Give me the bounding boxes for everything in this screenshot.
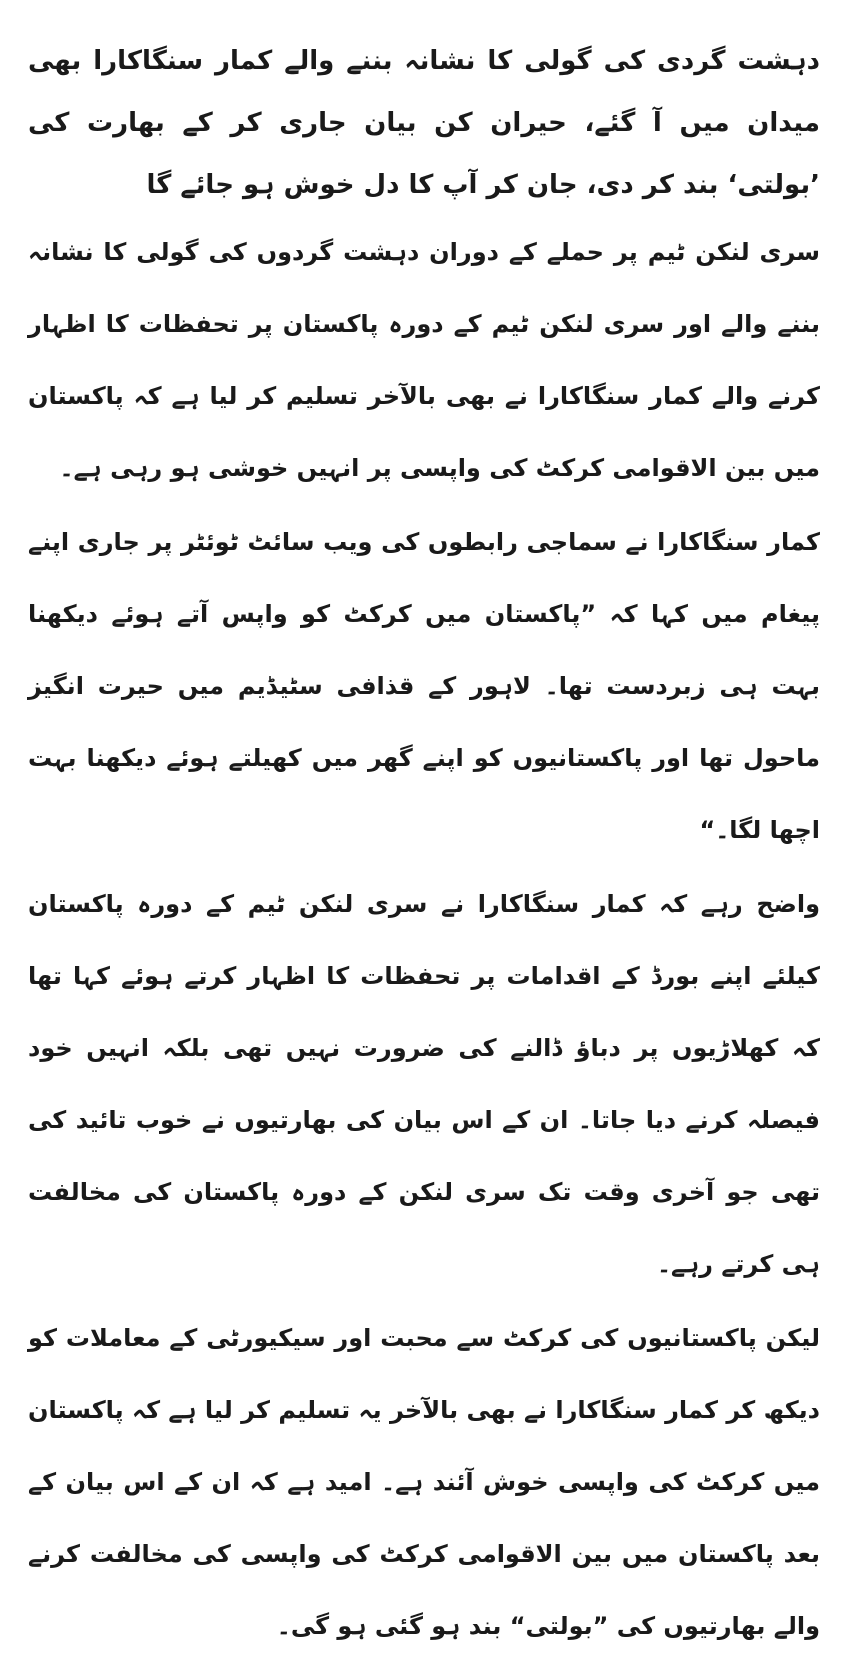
article-paragraph-1: سری لنکن ٹیم پر حملے کے دوران دہشت گردوں کی گولی کا نشانہ بننے والے اور سری لنکن ٹیم کے دورہ پاکستان پر تحفظات کا اظہار کرنے والے کمار سنگاکارا نے بھی بالآخر تسلیم کر لیا ہے کہ پاکستان میں بین الاقوامی کرکٹ کی واپسی پر انہیں خوشی ہو رہی ہے۔ xyxy=(28,238,820,482)
article-paragraph-2: کمار سنگاکارا نے سماجی رابطوں کی ویب سائٹ ٹوئٹر پر جاری اپنے پیغام میں کہا کہ ”پاکستان میں کرکٹ کو واپس آتے ہوئے دیکھنا بہت ہی زبردست تھا۔ لاہور کے قذافی سٹیڈیم میں حیرت انگیز ماحول تھا اور پاکستانیوں کو اپنے گھر میں کھیلتے ہوئے دیکھنا بہت اچھا لگا۔“ xyxy=(28,528,820,844)
article-paragraph-3: واضح رہے کہ کمار سنگاکارا نے سری لنکن ٹیم کے دورہ پاکستان کیلئے اپنے بورڈ کے اقدامات پر تحفظات کا اظہار کرتے ہوئے کہا تھا کہ کھلاڑیوں پر دباؤ ڈالنے کی ضرورت نہیں تھی بلکہ انہیں خود فیصلہ کرنے دیا جاتا۔ ان کے اس بیان کی بھارتیوں نے خوب تائید کی تھی جو آخری وقت تک سری لنکن کے دورہ پاکستان کی مخالفت ہی کرتے رہے۔ xyxy=(28,890,820,1278)
article-headline: دہشت گردی کی گولی کا نشانہ بننے والے کمار سنگاکارا بھی میدان میں آ گئے، حیران کن بیان جاری کر کے بھارت کی ’بولتی‘ بند کر دی، جان کر آپ کا دل خوش ہو جائے گا xyxy=(28,46,820,200)
article-paragraph-4: لیکن پاکستانیوں کی کرکٹ سے محبت اور سیکیورٹی کے معاملات کو دیکھ کر کمار سنگاکارا نے بھی بالآخر یہ تسلیم کر لیا ہے کہ پاکستان میں کرکٹ کی واپسی خوش آئند ہے۔ امید ہے کہ ان کے اس بیان کے بعد پاکستان میں بین الاقوامی کرکٹ کی واپسی کی مخالفت کرنے والے بھارتیوں کی ”بولتی“ بند ہو گئی ہو گی۔ xyxy=(28,1324,820,1640)
news-article xyxy=(28,30,820,1662)
